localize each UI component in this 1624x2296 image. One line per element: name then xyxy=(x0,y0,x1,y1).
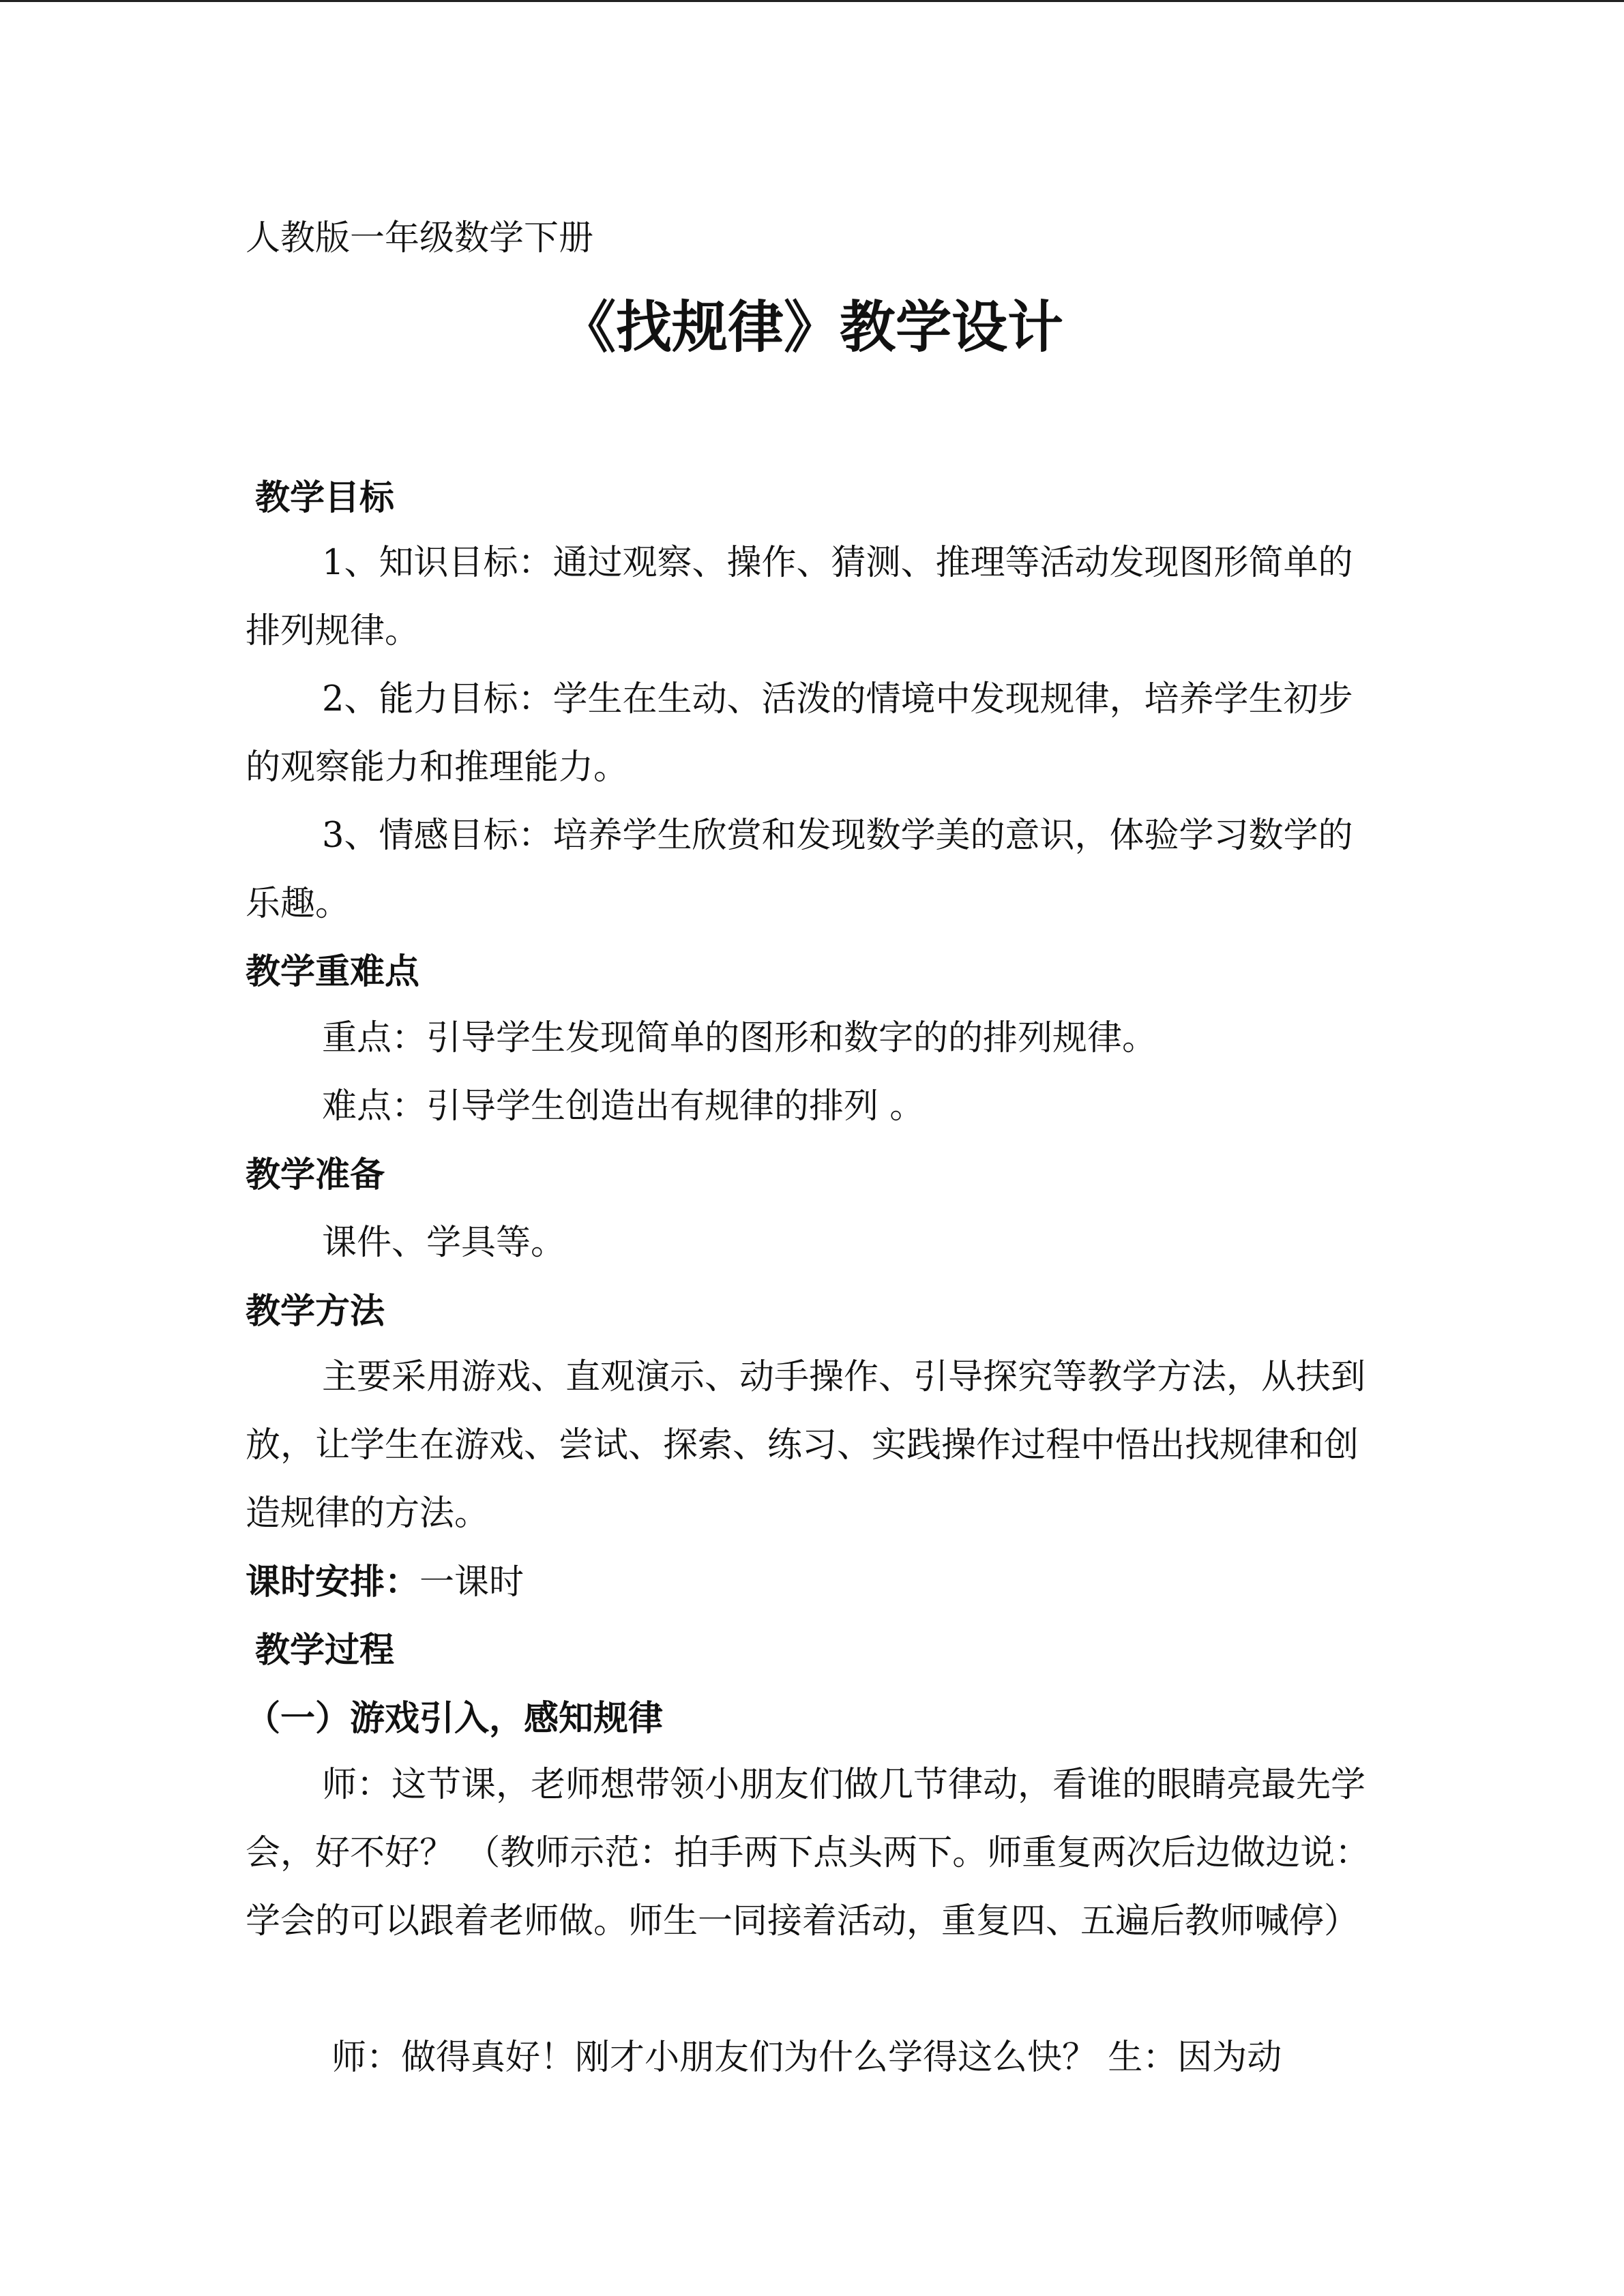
process-paragraph-1: 师：这节课，老师想带领小朋友们做几节律动，看谁的眼睛亮最先学会，好不好？ （教师示范：拍手两下点头两下。师重复两次后边做边说：学会的可以跟着老师做。师生一同接着活动，重复四、五遍后教师喊停） xyxy=(246,1765,1370,1941)
key-point-text: 重点：引导学生发现简单的图形和数字的的排列规律。 xyxy=(322,1018,1157,1058)
schedule-value: 一课时 xyxy=(419,1562,525,1602)
objective-item-3: 3、情感目标：培养学生欣赏和发现数学美的意识，体验学习数学的乐趣。 xyxy=(246,816,1353,924)
preparation-text: 课件、学具等。 xyxy=(322,1223,566,1263)
objective-item-2: 2、能力目标：学生在生动、活泼的情境中发现规律，培养学生初步的观察能力和推理能力。 xyxy=(246,679,1353,788)
schedule-line xyxy=(246,1555,524,1610)
objective-item-1: 1、知识目标：通过观察、操作、猜测、推理等活动发现图形简单的排列规律。 xyxy=(246,543,1353,651)
page-top-border xyxy=(0,0,1624,2)
process-section-1-heading: （一）游戏引入，感知规律 xyxy=(246,1698,664,1739)
preparation-heading: 教学准备 xyxy=(246,1154,385,1195)
process-paragraph-2: 师：做得真好！刚才小朋友们为什么学得这么快？ 生：因为动 xyxy=(331,2038,1282,2078)
difficult-point-text: 难点：引导学生创造出有规律的排列 。 xyxy=(322,1086,925,1127)
document-subtitle: 人教版一年级数学下册 xyxy=(246,218,594,258)
method-text: 主要采用游戏、直观演示、动手操作、引导探究等教学方法，从扶到放，让学生在游戏、尝试、探索、练习、实践操作过程中悟出找规律和创造规律的方法。 xyxy=(246,1357,1366,1534)
document-title: 《找规律》教学设计 xyxy=(559,295,1063,360)
objectives-heading: 教学目标 xyxy=(255,477,395,518)
key-points-heading: 教学重难点 xyxy=(246,951,420,992)
process-heading: 教学过程 xyxy=(255,1630,395,1671)
schedule-label: 课时安排： xyxy=(246,1562,420,1602)
method-heading: 教学方法 xyxy=(246,1291,385,1332)
